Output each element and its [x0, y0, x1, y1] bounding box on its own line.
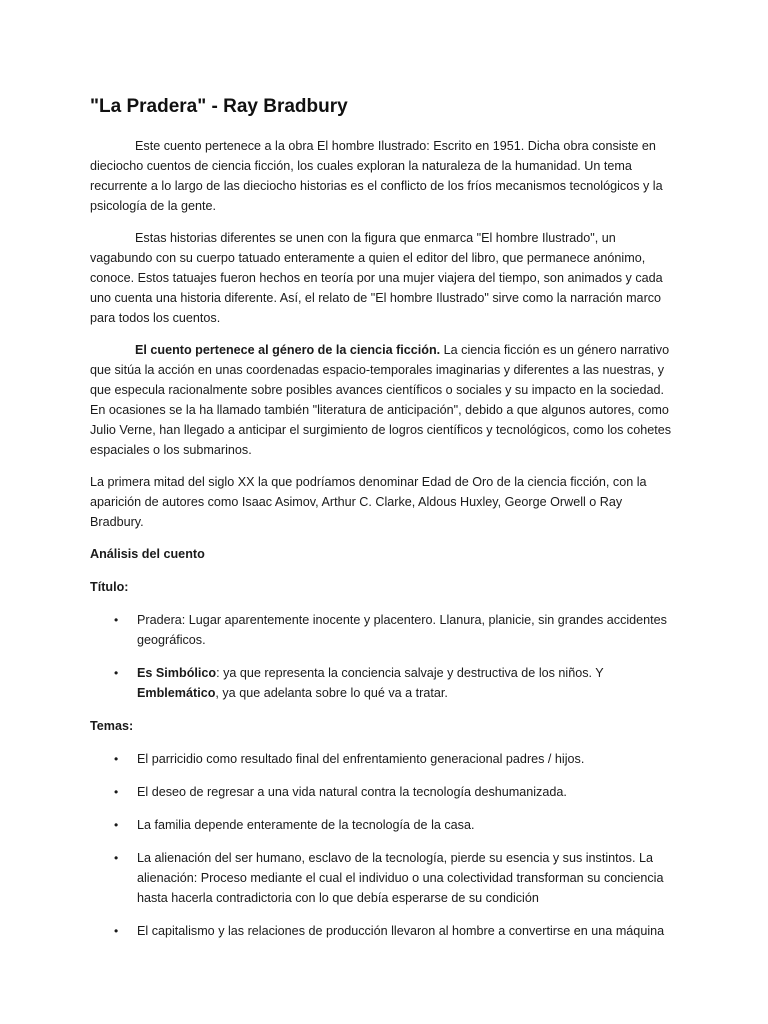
- bullet-icon: •: [114, 785, 119, 799]
- bullet-icon: •: [114, 924, 119, 938]
- list-item-text: El capitalismo y las relaciones de producción llevaron al hombre a convertirse en una máquina: [137, 924, 665, 938]
- bullet-icon: •: [114, 851, 119, 865]
- list-item-text: El deseo de regresar a una vida natural contra la tecnología deshumanizada.: [137, 785, 567, 799]
- emblematic-bold: Emblemático: [137, 686, 216, 700]
- symbolic-bold: Es Simbólico: [137, 666, 217, 680]
- genre-paragraph: [90, 340, 678, 460]
- bullet-icon: •: [114, 752, 119, 766]
- bullet-icon: •: [114, 666, 119, 680]
- genre-paragraph-text: La ciencia ficción es un género narrativo que sitúa la acción en unas coordenadas espacio-temporales imaginarias y diferentes a las nuestras, y que especula racionalmente sobre posibles avances científicos o sociales y su impacto en la sociedad. En ocasiones se la ha llamado también "literatura de anticipación", debido a que algunos autores, como Julio Verne, han llegado a anticipar el surgimiento de logros científicos y tecnológicos, como los cohetes espaciales o los submarinos.: [90, 343, 672, 457]
- list-item: [90, 782, 678, 802]
- bullet-icon: •: [114, 613, 119, 627]
- list-item: [90, 663, 678, 703]
- title-list: [90, 610, 678, 703]
- title-heading: Título:: [90, 580, 129, 594]
- list-item: [90, 749, 678, 769]
- list-item-text: Pradera: Lugar aparentemente inocente y placentero. Llanura, planicie, sin grandes accidentes geográficos.: [137, 613, 667, 647]
- themes-heading: Temas:: [90, 719, 134, 733]
- list-item: [90, 815, 678, 835]
- analysis-heading: Análisis del cuento: [90, 547, 205, 561]
- bullet-icon: •: [114, 818, 119, 832]
- list-item: [90, 610, 678, 650]
- document-title: "La Pradera" - Ray Bradbury: [90, 96, 348, 117]
- list-item-text: La alienación del ser humano, esclavo de la tecnología, pierde su esencia y sus instintos. La alienación: Proceso mediante el cual el individuo o una colectividad transforman su conciencia hasta hacerla contradictoria con lo que debía esperarse de su condición: [137, 851, 664, 905]
- list-item: [90, 921, 678, 941]
- illustrated-man-paragraph: Estas historias diferentes se unen con la figura que enmarca "El hombre Ilustrado", un vagabundo con su cuerpo tatuado enteramente a quien el editor del libro, que permanece anónimo, conoce. Estos tatuajes fueron hechos en teoría por una mujer viajera del tiempo, son animados y cada uno cuenta una historia diferente. Así, el relato de "El hombre Ilustrado" sirve como la narración marco para todos los cuentos.: [90, 231, 663, 325]
- genre-paragraph-bold: El cuento pertenece al género de la ciencia ficción.: [135, 343, 441, 357]
- themes-list: [90, 749, 678, 941]
- list-item-text: La familia depende enteramente de la tecnología de la casa.: [137, 818, 475, 832]
- list-item-text: : ya que representa la conciencia salvaje y destructiva de los niños. Y: [216, 666, 604, 680]
- list-item-text: , ya que adelanta sobre lo qué va a tratar.: [215, 686, 448, 700]
- list-item-text: El parricidio como resultado final del enfrentamiento generacional padres / hijos.: [137, 752, 585, 766]
- golden-age-paragraph: La primera mitad del siglo XX la que podríamos denominar Edad de Oro de la ciencia ficción, con la aparición de autores como Isaac Asimov, Arthur C. Clarke, Aldous Huxley, George Orwell o Ray Bradbury.: [90, 475, 647, 529]
- intro-paragraph: Este cuento pertenece a la obra El hombre Ilustrado: Escrito en 1951. Dicha obra consiste en dieciocho cuentos de ciencia ficción, los cuales exploran la naturaleza de la humanidad. Un tema recurrente a lo largo de las dieciocho historias es el conflicto de los fríos mecanismos tecnológicos y la psicología de la gente.: [90, 139, 663, 213]
- list-item: [90, 848, 678, 908]
